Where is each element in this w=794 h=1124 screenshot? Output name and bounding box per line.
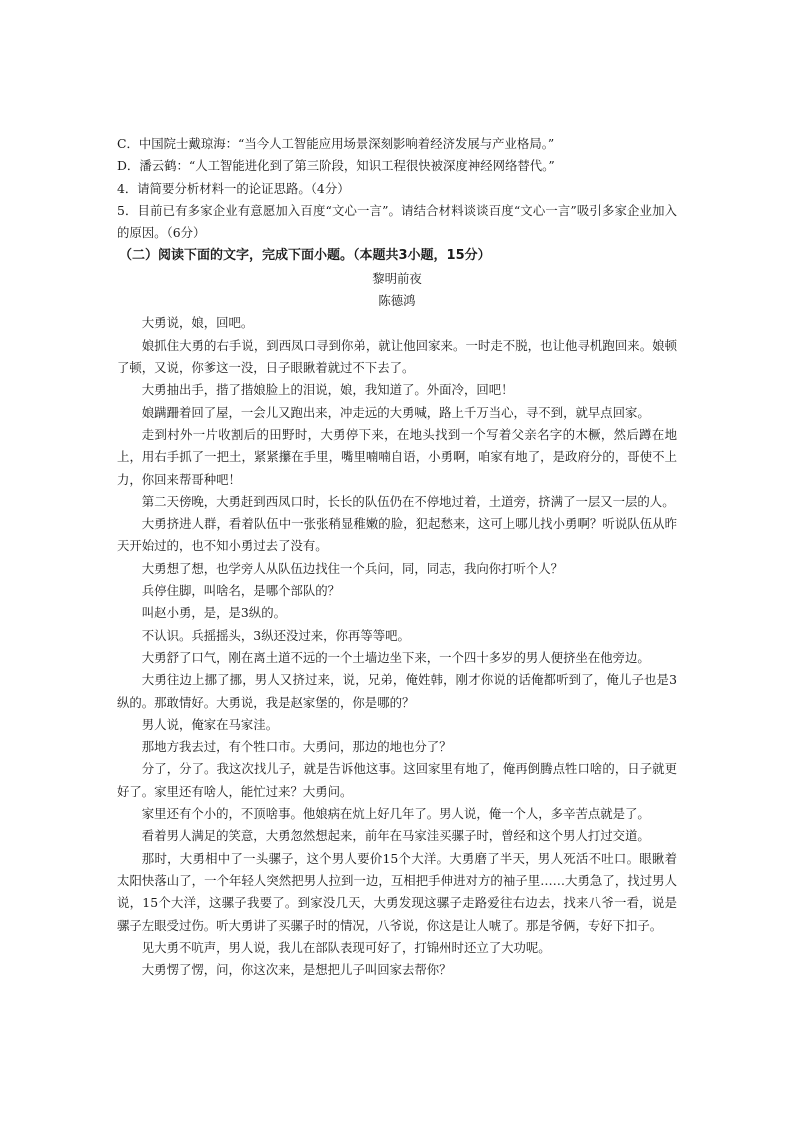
page-content: [117, 133, 677, 981]
option-d: D．潘云鹤：“人工智能进化到了第三阶段，知识工程很快被深度神经网络替代。”: [117, 158, 555, 174]
story-paragraph: 大勇抽出手，揩了揩娘脸上的泪说，娘，我知道了。外面冷，回吧！: [141, 382, 514, 398]
story-paragraph: 那地方我去过，有个牲口市。大勇问，那边的地也分了？: [141, 739, 452, 755]
story-paragraph: 娘抓住大勇的右手说，到西凤口寻到你弟，就让他回家来。一时走不脱，也让他寻机跑回来。娘顿了顿，又说，你爹这一没，日子眼瞅着就过不下去了。: [117, 337, 677, 376]
story-paragraph: 大勇想了想，也学旁人从队伍边找住一个兵问，同，同志，我向你打听个人？: [141, 560, 564, 576]
story-paragraph: 娘蹒跚着回了屋，一会儿又跑出来，冲走远的大勇喊，路上千万当心，寻不到，就早点回家。: [141, 404, 650, 420]
story-paragraph: 大勇愣了愣，问，你这次来，是想把儿子叫回家去帮你？: [141, 962, 452, 978]
story-paragraph: 兵停住脚，叫啥名，是哪个部队的？: [141, 583, 341, 599]
story-paragraph: 第二天傍晚，大勇赶到西凤口时，长长的队伍仍在不停地过着，土道旁，挤满了一层又一层的人。: [141, 493, 675, 509]
story-paragraph: 不认识。兵摇摇头，3纵还没过来，你再等等吧。: [141, 627, 410, 643]
story-paragraph: 那时，大勇相中了一头骡子，这个男人要价15个大洋。大勇磨了半天，男人死活不吐口。眼瞅着太阳快落山了，一个年轻人突然把男人拉到一边，互相把手伸进对方的袖子里……大勇急了，找过男人说，15个大洋，这骡子我要了。到家没几天，大勇发现这骡子走路爱往右边去，找来八爷一看，说是骡子左眼受过伤。听大勇讲了买骡子时的情况，八爷说，你这是让人唬了。那是爷俩，专好下扣子。: [117, 850, 677, 933]
story-paragraph: 家里还有个小的，不顶啥事。他娘病在炕上好几年了。男人说，俺一个人，多辛苦点就是了。: [141, 806, 650, 822]
story-title: 黎明前夜: [372, 271, 422, 287]
section-heading: （二）阅读下面的文字，完成下面小题。（本题共3小题，15分）: [119, 248, 491, 264]
question-5: 5．目前已有多家企业有意愿加入百度“文心一言”。请结合材料谈谈百度“文心一言”吸引多家企业加入的原因。（6分）: [117, 202, 677, 241]
story-paragraph: 男人说，俺家在马家洼。: [141, 716, 279, 732]
story-paragraph: 走到村外一片收割后的田野时，大勇停下来，在地头找到一个写着父亲名字的木橛，然后蹲在地上，用右手抓了一把土，紧紧攥在手里，嘴里喃喃自语，小勇啊，咱家有地了，是政府分的，哥使不上力，你回来帮哥种吧！: [117, 426, 677, 487]
story-paragraph: 见大勇不吭声，男人说，我儿在部队表现可好了，打锦州时还立了大功呢。: [141, 939, 551, 955]
option-c: C．中国院士戴琼海：“当今人工智能应用场景深刻影响着经济发展与产业格局。”: [117, 136, 555, 151]
question-4: 4．请简要分析材料一的论证思路。（4分）: [117, 180, 350, 196]
story-author: 陈德鸿: [378, 293, 416, 309]
story-paragraph: 大勇往边上挪了挪，男人又挤过来，说，兄弟，俺姓韩，刚才你说的话俺都听到了，俺儿子也是3纵的。那敢情好。大勇说，我是赵家堡的，你是哪的？: [117, 672, 677, 710]
story-paragraph: 分了，分了。我这次找儿子，就是告诉他这事。这回家里有地了，俺再倒腾点牲口啥的，日子就更好了。家里还有啥人，能忙过来？大勇问。: [117, 761, 677, 799]
story-paragraph: 大勇舒了口气，刚在离土道不远的一个土墙边坐下来，一个四十多岁的男人便挤坐在他旁边。: [141, 649, 650, 665]
story-paragraph: 看着男人满足的笑意，大勇忽然想起来，前年在马家洼买骡子时，曾经和这个男人打过交道。: [141, 828, 650, 844]
story-paragraph: 大勇挤进人群，看着队伍中一张张稍显稚嫩的脸，犯起愁来，这可上哪儿找小勇啊？听说队伍从昨天开始过的，也不知小勇过去了没有。: [117, 516, 677, 554]
story-paragraph: 大勇说，娘，回吧。: [141, 315, 254, 331]
story-paragraph: 叫赵小勇，是，是3纵的。: [141, 605, 286, 621]
